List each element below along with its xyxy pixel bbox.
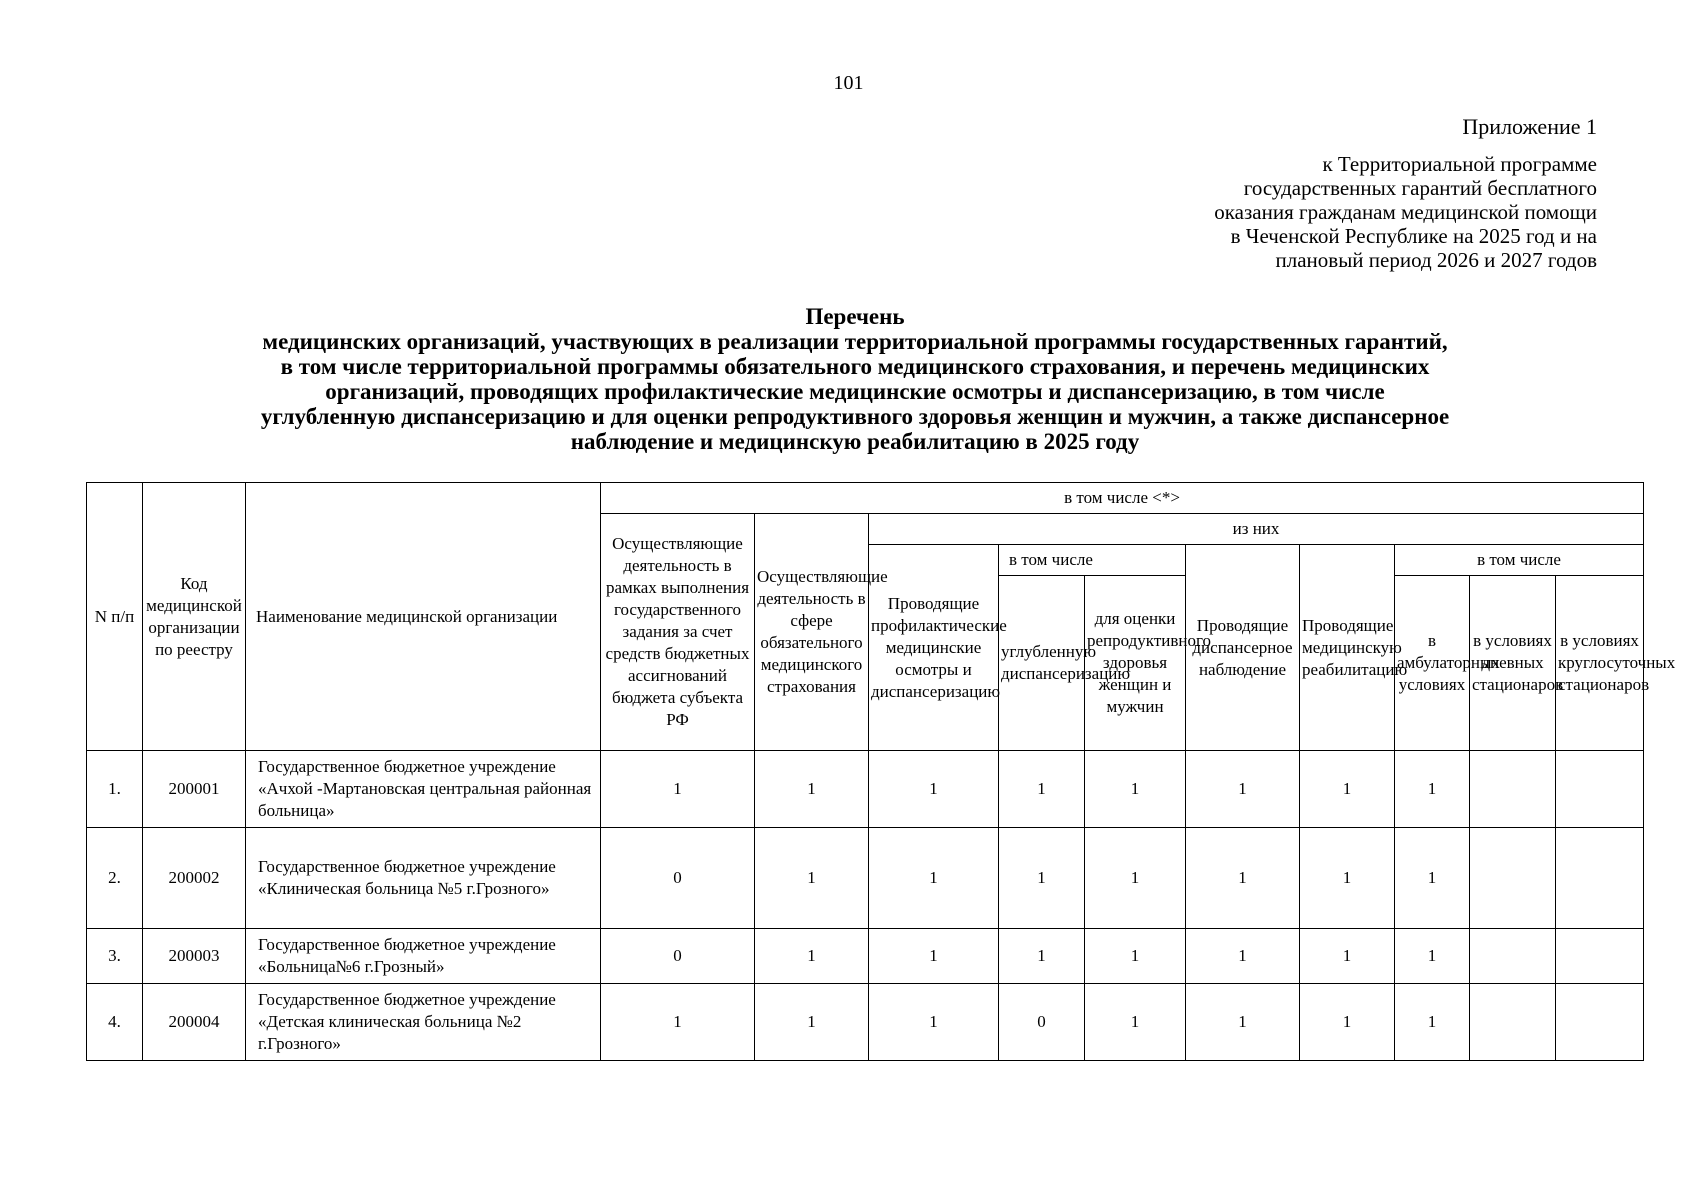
title-line: в том числе территориальной программы обязательного медицинского страхования, и перечень медицинских: [280, 354, 1430, 379]
row-value: 1: [1395, 984, 1470, 1061]
header-budget: Осуществляющие деятельность в рамках выполнения государственного задания за счет средств бюджетных ассигнований бюджета субъекта РФ: [601, 514, 755, 751]
title-line: Перечень: [805, 304, 905, 329]
header-amb: в амбулаторных условиях: [1395, 576, 1470, 751]
row-code: 200001: [143, 751, 246, 828]
row-num: 3.: [87, 929, 143, 984]
row-value: 1: [869, 984, 999, 1061]
row-value: 1: [601, 751, 755, 828]
row-value: 1: [869, 828, 999, 929]
appendix-ref-line: в Чеченской Республике на 2025 год и на: [1230, 224, 1597, 248]
row-value: 1: [1085, 929, 1186, 984]
appendix-reference: [1214, 152, 1597, 272]
row-value: [1556, 984, 1644, 1061]
header-code: Код медицинской организации по реестру: [143, 483, 246, 751]
row-value: 1: [1085, 828, 1186, 929]
table-row: [87, 828, 1644, 929]
title-line: наблюдение и медицинскую реабилитацию в 2025 году: [570, 429, 1140, 454]
row-code: 200003: [143, 929, 246, 984]
row-value: 1: [755, 929, 869, 984]
row-value: 1: [999, 828, 1085, 929]
header-disp: Проводящие диспансерное наблюдение: [1186, 545, 1300, 751]
document-title: [90, 304, 1620, 454]
header-name: Наименование медицинской организации: [246, 483, 601, 751]
row-value: 1: [1300, 751, 1395, 828]
row-value: [1556, 929, 1644, 984]
header-day: в условиях дневных стационаров: [1470, 576, 1556, 751]
row-value: 1: [1395, 751, 1470, 828]
row-value: 1: [999, 929, 1085, 984]
row-value: 1: [1395, 828, 1470, 929]
row-value: 1: [999, 751, 1085, 828]
row-value: 1: [1085, 751, 1186, 828]
row-value: [1470, 984, 1556, 1061]
row-value: 1: [1186, 828, 1300, 929]
row-value: 0: [601, 828, 755, 929]
row-name: Государственное бюджетное учреждение «Клиническая больница №5 г.Грозного»: [246, 828, 601, 929]
table-row: [87, 751, 1644, 828]
title-line: организаций, проводящих профилактические медицинские осмотры и диспансеризацию, в том числе: [325, 379, 1385, 404]
row-value: [1556, 751, 1644, 828]
row-value: 0: [601, 929, 755, 984]
row-name: Государственное бюджетное учреждение «Ачхой -Мартановская центральная районная больница»: [246, 751, 601, 828]
row-name: Государственное бюджетное учреждение «Детская клиническая больница №2 г.Грозного»: [246, 984, 601, 1061]
row-value: 1: [601, 984, 755, 1061]
appendix-ref-line: оказания гражданам медицинской помощи: [1214, 200, 1597, 224]
row-value: 1: [1186, 984, 1300, 1061]
header-rehab: Проводящие медицинскую реабилитацию: [1300, 545, 1395, 751]
table-row: [87, 984, 1644, 1061]
row-value: 1: [1186, 751, 1300, 828]
row-value: 1: [1300, 984, 1395, 1061]
row-value: [1470, 751, 1556, 828]
row-value: [1470, 929, 1556, 984]
appendix-ref-line: к Территориальной программе: [1322, 152, 1597, 176]
title-line: медицинских организаций, участвующих в реализации территориальной программы государственных гарантий,: [262, 329, 1448, 354]
row-value: 1: [755, 751, 869, 828]
appendix-ref-line: государственных гарантий бесплатного: [1243, 176, 1597, 200]
header-including-2: в том числе: [999, 545, 1186, 576]
row-value: 1: [755, 984, 869, 1061]
organizations-table: [86, 482, 1676, 1061]
row-value: [1470, 828, 1556, 929]
header-prof: Проводящие профилактические медицинские осмотры и диспансеризацию: [869, 545, 999, 751]
row-value: 1: [1085, 984, 1186, 1061]
row-value: 1: [755, 828, 869, 929]
row-value: 1: [1186, 929, 1300, 984]
header-round: в условиях круглосуточных стационаров: [1556, 576, 1644, 751]
row-value: [1556, 828, 1644, 929]
appendix-title: Приложение 1: [1462, 114, 1597, 139]
row-value: 1: [869, 751, 999, 828]
row-num: 4.: [87, 984, 143, 1061]
row-code: 200002: [143, 828, 246, 929]
table-row: [87, 929, 1644, 984]
header-num: N п/п: [87, 483, 143, 751]
row-value: 0: [999, 984, 1085, 1061]
header-including: в том числе <*>: [601, 483, 1644, 514]
appendix-ref-line: плановый период 2026 и 2027 годов: [1275, 248, 1597, 272]
row-num: 2.: [87, 828, 143, 929]
header-oms: Осуществляющие деятельность в сфере обязательного медицинского страхования: [755, 514, 869, 751]
row-name: Государственное бюджетное учреждение «Больница№6 г.Грозный»: [246, 929, 601, 984]
row-value: 1: [1300, 929, 1395, 984]
row-code: 200004: [143, 984, 246, 1061]
title-line: углубленную диспансеризацию и для оценки репродуктивного здоровья женщин и мужчин, а также диспансерное: [260, 404, 1450, 429]
header-repro: для оценки репродуктивного здоровья женщин и мужчин: [1085, 576, 1186, 751]
header-deep: углубленную диспансеризацию: [999, 576, 1085, 751]
header-including-3: в том числе: [1395, 545, 1644, 576]
page-number: 101: [833, 72, 864, 94]
row-value: 1: [1395, 929, 1470, 984]
row-num: 1.: [87, 751, 143, 828]
header-of-them: из них: [869, 514, 1644, 545]
row-value: 1: [869, 929, 999, 984]
row-value: 1: [1300, 828, 1395, 929]
